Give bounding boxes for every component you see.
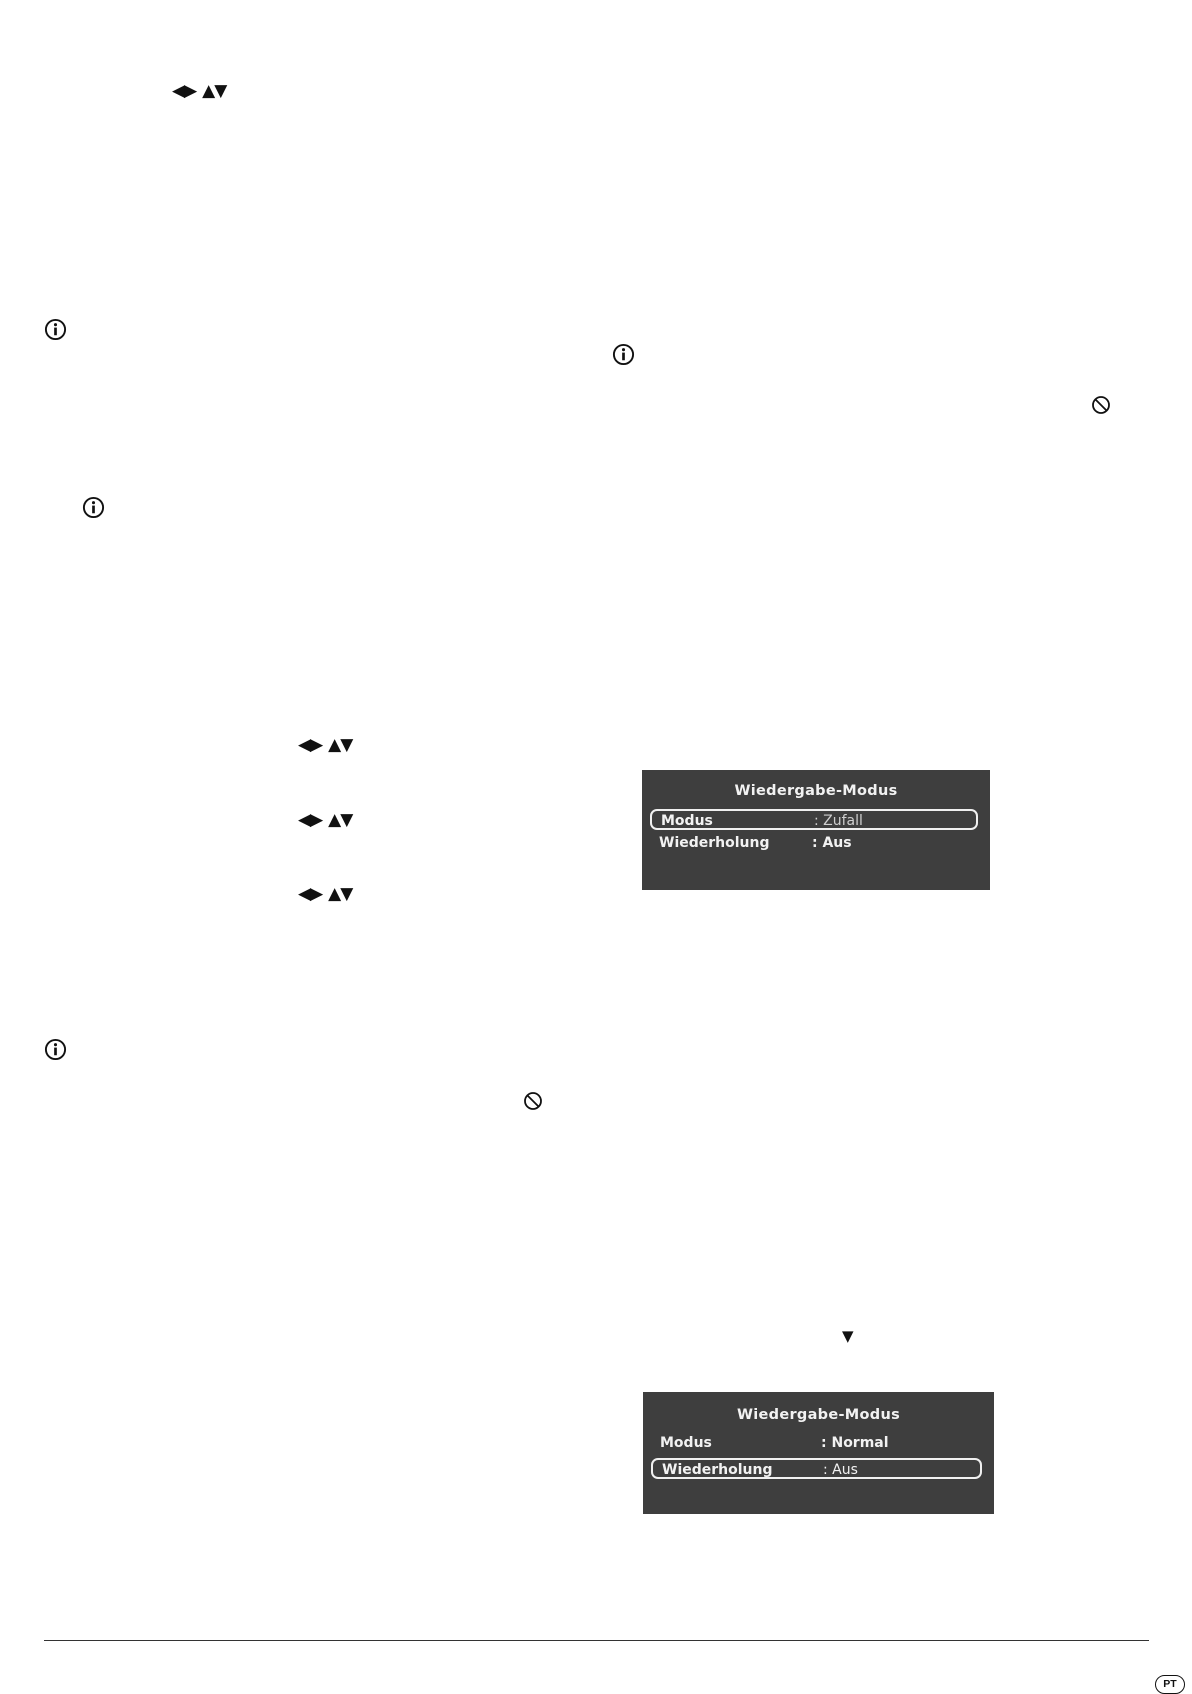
osd-row-mode[interactable]	[651, 1433, 982, 1454]
osd-row-label: Wiederholung	[659, 835, 770, 851]
info-icon	[44, 1038, 67, 1061]
footer-rule	[44, 1640, 1149, 1641]
info-icon	[612, 343, 635, 366]
down-arrow-icon: ▼	[842, 1327, 854, 1345]
osd-row-value: : Aus	[812, 835, 852, 851]
osd-row-mode[interactable]	[650, 809, 978, 830]
osd-row-label: Modus	[660, 1435, 712, 1451]
nav-arrows-icon: ◀▶ ▲▼	[298, 735, 353, 755]
nav-arrows-icon: ◀▶ ▲▼	[298, 810, 353, 830]
nav-arrows-icon: ◀▶ ▲▼	[298, 884, 353, 904]
osd-row-repeat[interactable]	[650, 833, 978, 854]
osd-row-label: Modus	[661, 813, 713, 829]
osd-menu-playback-mode-random	[642, 770, 990, 890]
osd-row-label: Wiederholung	[662, 1462, 773, 1478]
osd-row-repeat[interactable]	[651, 1458, 982, 1479]
osd-row-value: : Aus	[823, 1462, 858, 1478]
prohibited-icon	[523, 1091, 543, 1111]
info-icon	[82, 496, 105, 519]
osd-row-value: : Normal	[821, 1435, 889, 1451]
osd-row-value: : Zufall	[814, 813, 863, 829]
osd-menu-playback-mode-normal	[643, 1392, 994, 1514]
info-icon	[44, 318, 67, 341]
nav-arrows-icon: ◀▶ ▲▼	[172, 81, 227, 101]
language-badge: PT	[1155, 1675, 1185, 1694]
osd-title: Wiedergabe-Modus	[736, 1407, 901, 1423]
prohibited-icon	[1091, 395, 1111, 415]
osd-title: Wiedergabe-Modus	[734, 783, 898, 799]
